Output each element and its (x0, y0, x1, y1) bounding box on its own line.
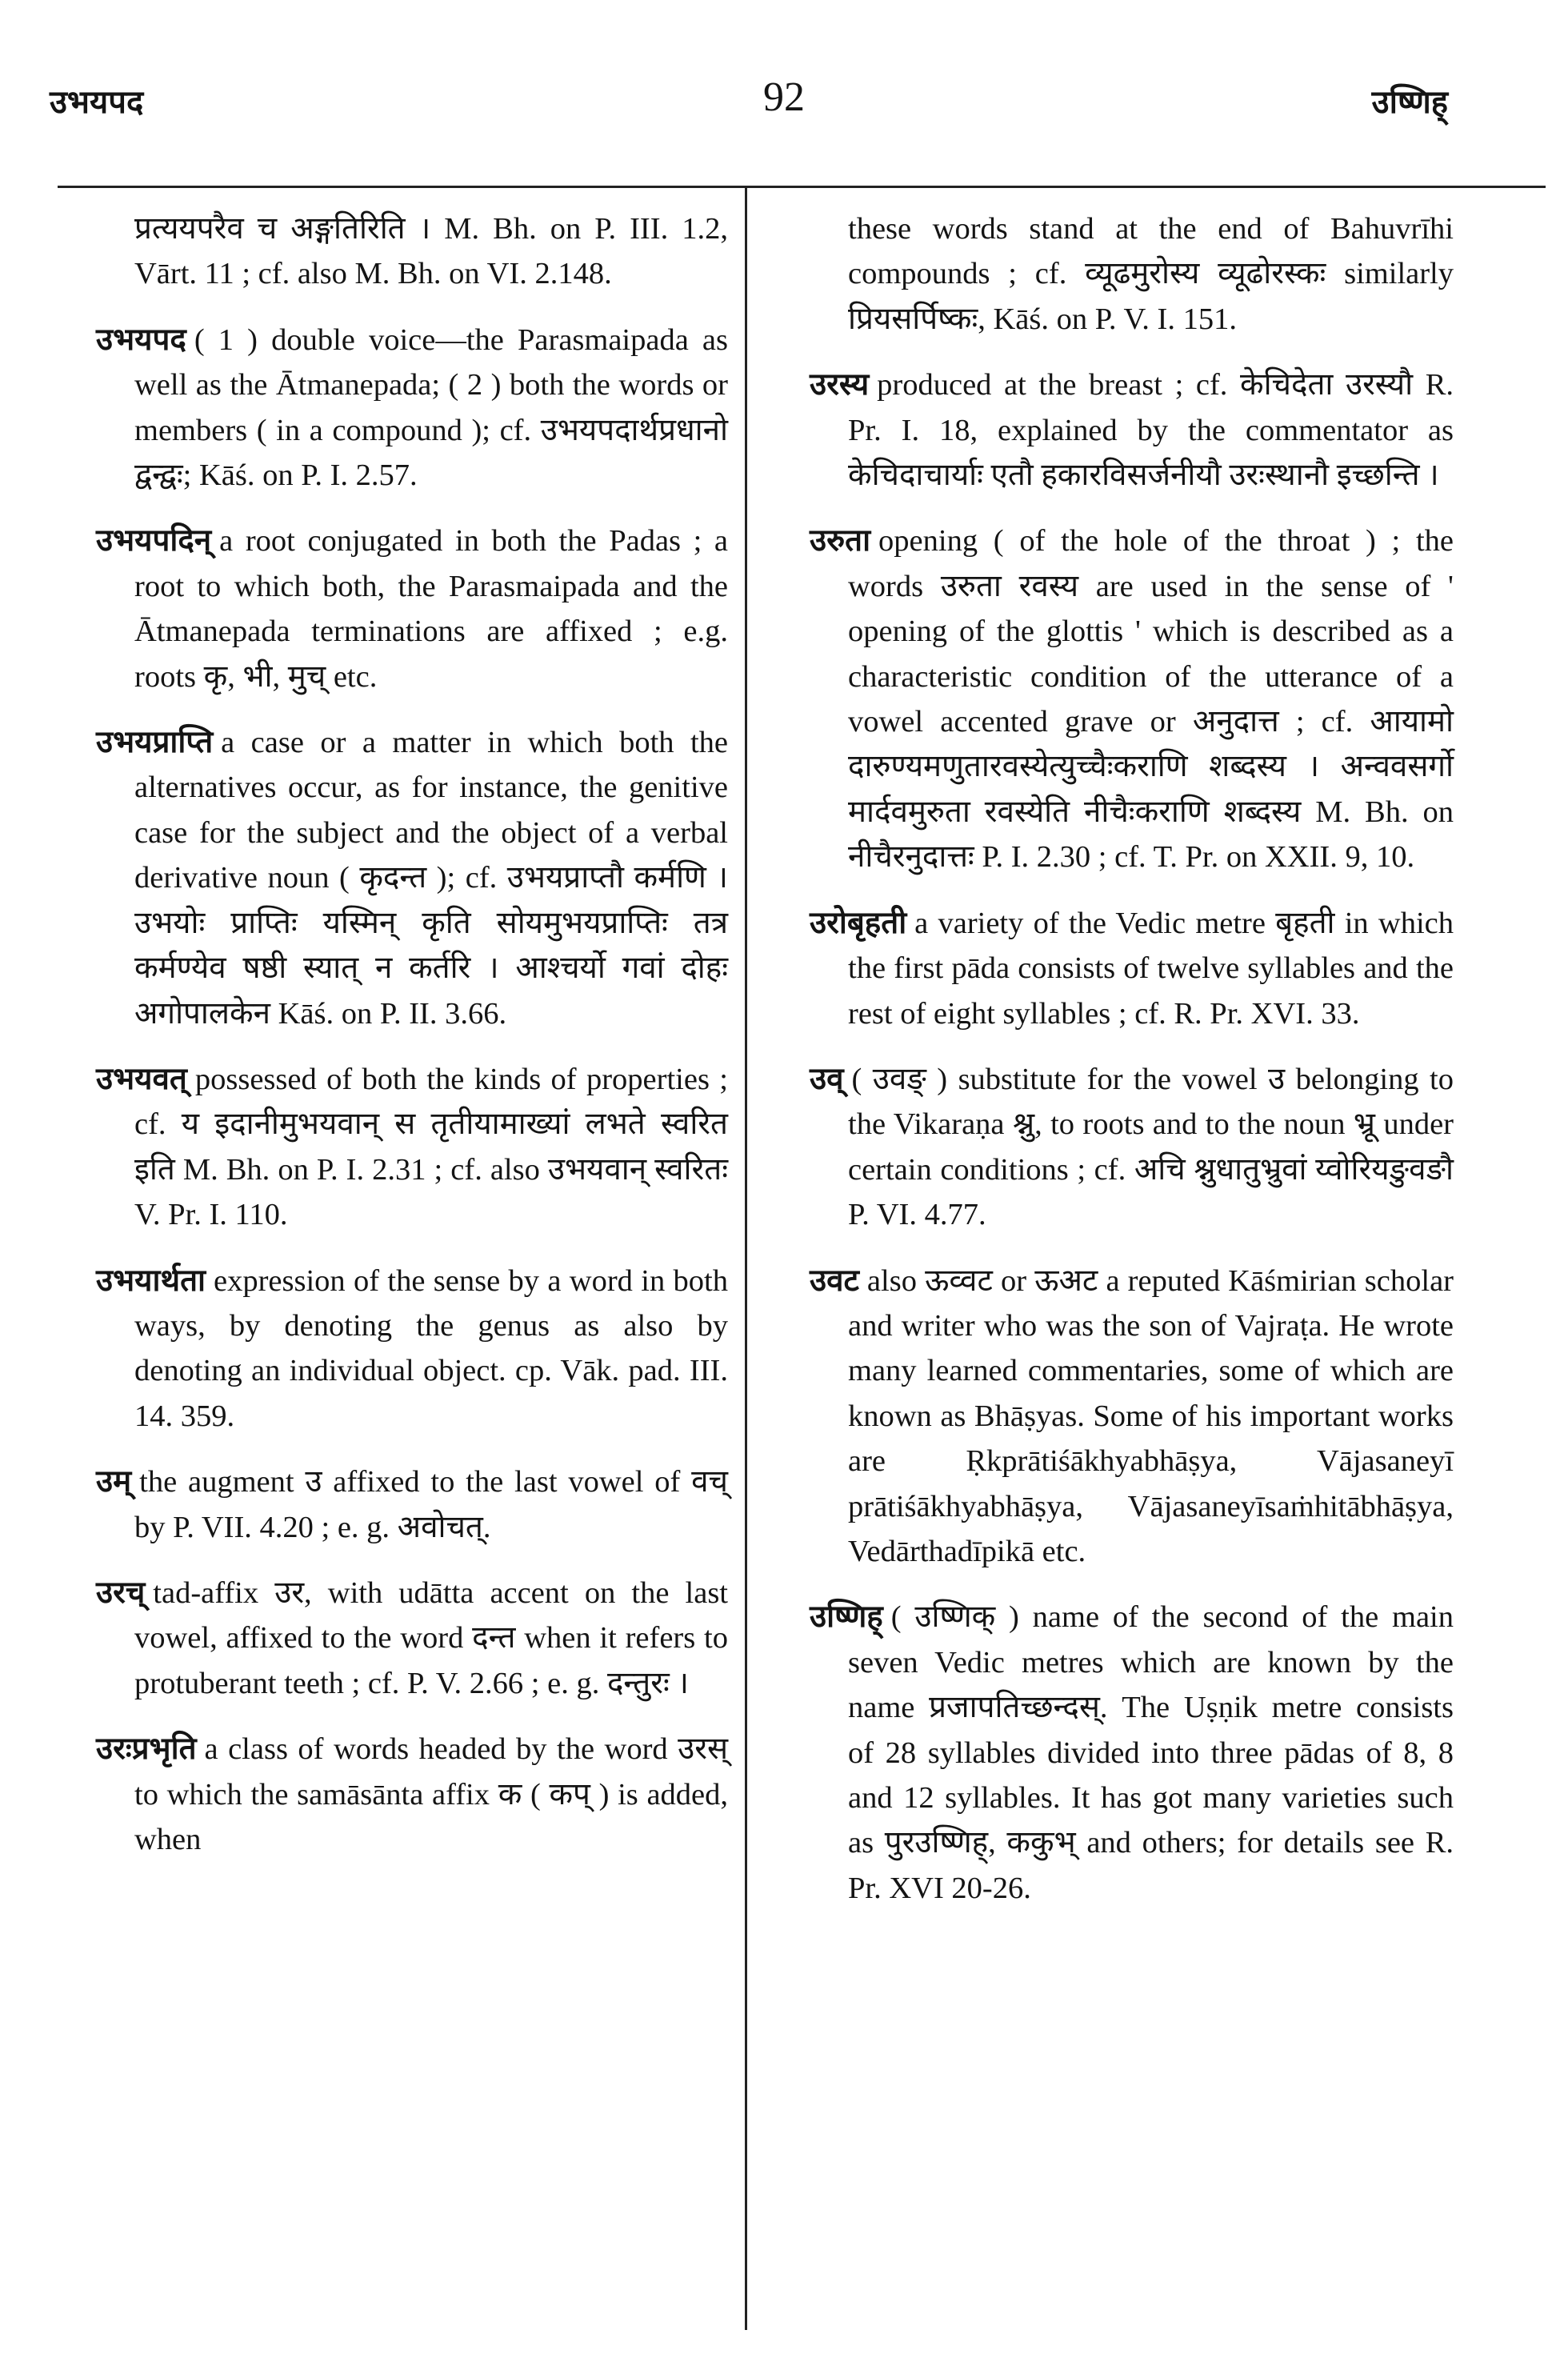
dictionary-entry (810, 901, 1454, 1036)
dictionary-entry (96, 518, 728, 699)
dictionary-entry (96, 1459, 728, 1550)
entry-headword: उभयार्थता (96, 1263, 206, 1298)
entry-headword: उष्णिह् (810, 1600, 883, 1635)
dictionary-entry (810, 206, 1454, 342)
entry-text: opening ( of the hole of the throat ) ; the words उरुता रवस्य are used in the sense of ' opening of the glottis ' which is described as a characteristic condition of the utterance of a vowel accented grave or अनुदात्त ; cf. आयामो दारुण्यमणुतारवस्येत्युच्चैःकराणि शब्दस्य । अन्ववसर्गो मार्दवमुरुता रवस्येति नीचैःकराणि शब्दस्य M. Bh. on नीचैरनुदात्तः P. I. 2.30 ; cf. T. Pr. on XXII. 9, 10. (848, 524, 1454, 875)
entry-text: a case or a matter in which both the alternatives occur, as for instance, the genitive case for the subject and the object of a verbal derivative noun ( कृदन्त ); cf. उभयप्राप्तौ कर्मणि । उभयोः प्राप्तिः यस्मिन् कृति सोयमुभयप्राप्तिः तत्र कर्मण्येव षष्ठी स्यात् न कर्तरि । आश्चर्यो गवां दोहः अगोपालकेन Kāś. on P. II. 3.66. (134, 726, 728, 1031)
page-number: 92 (763, 74, 805, 120)
dictionary-entry (96, 206, 728, 297)
entry-headword: उवट (810, 1263, 859, 1298)
dictionary-entry (96, 1571, 728, 1706)
dictionary-entry (96, 1259, 728, 1439)
entry-text: ( उष्णिक् ) name of the second of the main seven Vedic metres which are known by the name प्रजापतिच्छन्दस्. The Uṣṇik metre consists of 28 syllables divided into three pādas of 8, 8 and 12 syllables. It has got many varieties such as पुरउष्णिह्, ककुभ् and others; for details see R. Pr. XVI 20-26. (848, 1600, 1454, 1905)
dictionary-entry (810, 1057, 1454, 1238)
entry-headword: उरस्य (810, 368, 870, 402)
entry-headword: उरुता (810, 524, 871, 558)
entry-headword: उभयप्राप्ति (96, 726, 214, 760)
entry-headword: उम् (96, 1465, 132, 1499)
entry-text: ( उवङ् ) substitute for the vowel उ belonging to the Vikaraṇa श्नु, to roots and to the noun भ्रू under certain conditions ; cf. अचि श्नुधातुभ्रुवां य्वोरियङुवङौ P. VI. 4.77. (848, 1062, 1454, 1232)
entry-headword: उरच् (96, 1575, 146, 1610)
dictionary-entry (810, 362, 1454, 498)
entry-headword: उव् (810, 1062, 844, 1096)
entry-text: a variety of the Vedic metre बृहती in which the first pāda consists of twelve syllables and the rest of eight syllables ; cf. R. Pr. XVI. 33. (848, 906, 1454, 1031)
entry-text: the augment उ affixed to the last vowel of वच् by P. VII. 4.20 ; e. g. अवोचत्. (134, 1465, 728, 1544)
entry-text: produced at the breast ; cf. केचिदेता उरस्यौ R. Pr. I. 18, explained by the commentator as केचिदाचार्याः एतौ हकारविसर्जनीयौ उरःस्थानौ इच्छन्ति । (848, 368, 1454, 493)
entry-text: a root conjugated in both the Padas ; a root to which both, the Parasmaipada and the Ātmanepada terminations are affixed ; e.g. roots कृ, भी, मुच् etc. (134, 524, 728, 694)
running-head-left: उभयपद (50, 84, 144, 120)
entry-text: possessed of both the kinds of properties ; cf. य इदानीमुभयवान् स तृतीयामाख्यां लभते स्वरित इति M. Bh. on P. I. 2.31 ; cf. also उभयवान् स्वरितः V. Pr. I. 110. (134, 1062, 728, 1232)
entry-text: प्रत्ययपरैव च अङ्गतिरिति । M. Bh. on P. III. 1.2, Vārt. 11 ; cf. also M. Bh. on VI. 2.148. (134, 212, 728, 291)
entry-text: expression of the sense by a word in both ways, by denoting the genus as also by denoting an individual object. cp. Vāk. pad. III. 14. 359. (134, 1263, 728, 1433)
entry-text: tad-affix उर, with udātta accent on the last vowel, affixed to the word दन्त when it refers to protuberant teeth ; cf. P. V. 2.66 ; e. g. दन्तुरः । (134, 1575, 728, 1700)
dictionary-entry (96, 318, 728, 498)
entry-text: also ऊव्वट or ऊअट a reputed Kāśmirian scholar and writer who was the son of Vajraṭa. He wrote many learned commentaries, some of which are known as Bhāṣyas. Some of his important works are Ṛkprātiśākhyabhāṣya, Vājasaneyī prātiśākhyabhāṣya, Vājasaneyīsaṁhitābhāṣya, Vedārthadīpikā etc. (848, 1263, 1454, 1568)
entry-headword: उभयपद (96, 322, 186, 357)
dictionary-entry (810, 1259, 1454, 1575)
entry-headword: उरोबृहती (810, 906, 907, 940)
entry-text: these words stand at the end of Bahuvrīhi compounds ; cf. व्यूढमुरोस्य व्यूढोरस्कः similarly प्रियसर्पिष्कः, Kāś. on P. V. I. 151. (848, 212, 1454, 336)
running-head-right: उष्णिह् (1371, 84, 1448, 120)
dictionary-entry (96, 720, 728, 1036)
right-column (810, 206, 1454, 1932)
header-rule (58, 186, 1546, 188)
entry-headword: उभयपदिन् (96, 524, 212, 558)
dictionary-entry (96, 1727, 728, 1862)
dictionary-entry (96, 1057, 728, 1238)
left-column (96, 206, 728, 1883)
dictionary-entry (810, 518, 1454, 879)
entry-text: ( 1 ) double voice—the Parasmaipada as well as the Ātmanepada; ( 2 ) both the words or members ( in a compound ); cf. उभयपदार्थप्रधानो द्वन्द्वः; Kāś. on P. I. 2.57. (134, 322, 728, 493)
entry-headword: उरःप्रभृति (96, 1732, 197, 1767)
entry-text: a class of words headed by the word उरस् to which the samāsānta affix क ( कप् ) is added, when (134, 1732, 728, 1856)
column-divider (745, 186, 747, 2330)
dictionary-entry (810, 1595, 1454, 1911)
entry-headword: उभयवत् (96, 1062, 187, 1096)
